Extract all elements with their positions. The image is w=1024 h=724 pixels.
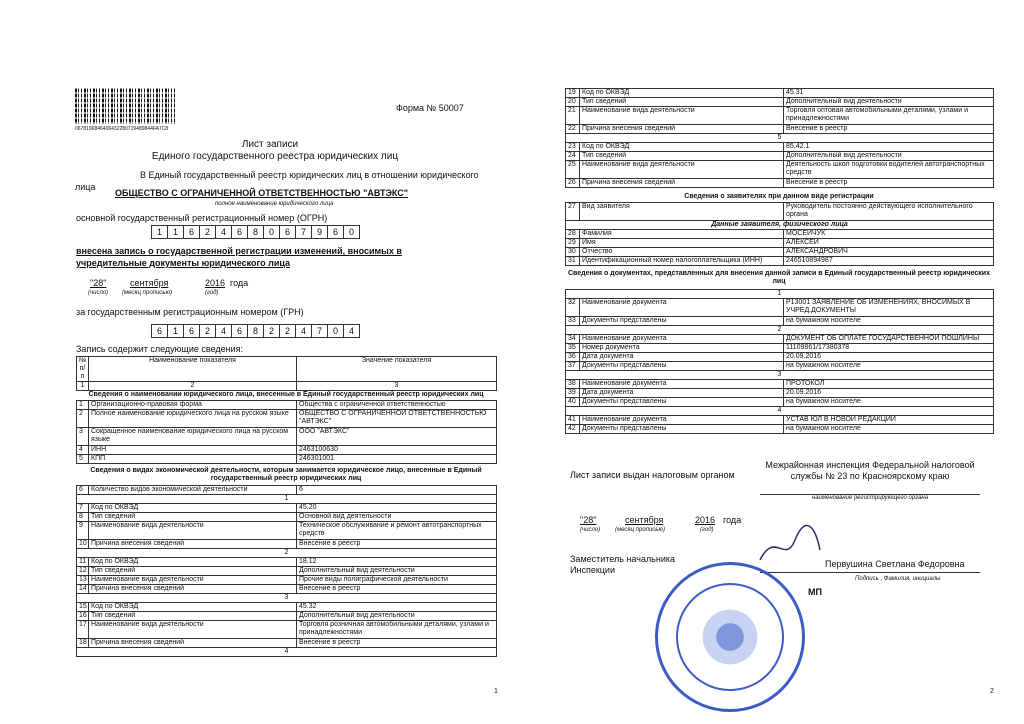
row-name: Код по ОКВЭД [580, 89, 784, 98]
group-number: 3 [566, 371, 994, 380]
row-name: Документы представлены [580, 425, 784, 434]
ogrn-digit: 6 [279, 225, 296, 239]
section-names-title: Сведения о наименовании юридического лица, внесенные в Единый государственный реестр юридических лиц [88, 391, 484, 398]
row-name: Код по ОКВЭД [89, 603, 297, 612]
table-row [566, 335, 994, 344]
row-name: Наименование вида деятельности [89, 522, 297, 540]
table-row [566, 143, 994, 152]
hdr-n: № п/п [77, 357, 89, 382]
row-n: 9 [77, 522, 89, 540]
row-n: 2 [77, 410, 89, 428]
row-n: 35 [566, 344, 580, 353]
row-value: 246301001 [297, 455, 497, 464]
row-value: на бумажном носителе [784, 317, 994, 326]
row-name: Причина внесения сведений [580, 125, 784, 134]
ogrn-digit: 4 [215, 225, 232, 239]
table-row [566, 203, 994, 221]
grn-digit: 7 [311, 324, 328, 338]
row-name: Причина внесения сведений [89, 540, 297, 549]
table-row [77, 486, 497, 495]
row-value: МОСЕЙЧУК [784, 230, 994, 239]
row-value: 45.32 [297, 603, 497, 612]
row-value: Общества с ограниченной ответственностью [297, 401, 497, 410]
row-value: 85.42.1 [784, 143, 994, 152]
table-row [77, 558, 497, 567]
row-value: ДОКУМЕНТ ОБ ОПЛАТЕ ГОСУДАРСТВЕННОЙ ПОШЛИНЫ [784, 335, 994, 344]
ogrn-digit: 1 [151, 225, 168, 239]
group-number: 1 [566, 290, 994, 299]
row-value: Основной вид деятельности [297, 513, 497, 522]
authority-caption: наименование регистрирующего органа [811, 495, 929, 501]
row-value: 11109861/17380378 [784, 344, 994, 353]
ogrn-digit: 0 [343, 225, 360, 239]
table-row [566, 239, 994, 248]
grn-digit: 2 [279, 324, 296, 338]
row-n: 5 [77, 455, 89, 464]
group-number: 2 [566, 326, 994, 335]
row-n: 24 [566, 152, 580, 161]
row-n: 25 [566, 161, 580, 179]
table-row [77, 567, 497, 576]
table-row [566, 299, 994, 317]
intro-text: В Единый государственный реестр юридических лиц в отношении юридического [140, 170, 479, 180]
grn-digit: 6 [151, 324, 168, 338]
table-row [77, 621, 497, 639]
table-row [77, 540, 497, 549]
group-number: 5 [566, 134, 994, 143]
row-n: 42 [566, 425, 580, 434]
table-row [77, 603, 497, 612]
row-n: 36 [566, 353, 580, 362]
grn-digit: 4 [343, 324, 360, 338]
row-n: 19 [566, 89, 580, 98]
row-value: Внесение в реестр [297, 585, 497, 594]
row-n: 37 [566, 362, 580, 371]
row-n: 20 [566, 98, 580, 107]
row-name: Причина внесения сведений [89, 585, 297, 594]
row-value: на бумажном носителе [784, 398, 994, 407]
row-value: Торговля розничная автомобильными деталями, узлами и принадлежностями [297, 621, 497, 639]
company-caption: полное наименование юридического лица [215, 201, 334, 207]
hdr-value: Значение показателя [297, 357, 497, 382]
table-row [77, 639, 497, 648]
row-value: 45.20 [297, 504, 497, 513]
row-n: 39 [566, 389, 580, 398]
row-n: 26 [566, 179, 580, 188]
row-name: Дата документа [580, 389, 784, 398]
row-value: 20.09.2016 [784, 389, 994, 398]
ogrn-digit: 8 [247, 225, 264, 239]
row-name: Сокращенное наименование юридического лица на русском языке [89, 428, 297, 446]
page-number-2: 2 [990, 688, 994, 695]
row-value: АЛЕКСАНДРОВИЧ [784, 248, 994, 257]
ogrn-digit: 7 [295, 225, 312, 239]
row-n: 12 [77, 567, 89, 576]
ogrn-digit: 6 [231, 225, 248, 239]
ogrn-digit: 2 [199, 225, 216, 239]
barcode-text: 0678196846406432280719489844FA7C8 [75, 126, 169, 132]
row-value: Дополнительный вид деятельности [784, 152, 994, 161]
page-number: 1 [494, 688, 498, 695]
ogrn-label: основной государственный регистрационный номер (ОГРН) [76, 213, 328, 223]
group-number: 3 [77, 594, 497, 603]
entry-title-1: внесена запись о государственной регистрации изменений, вносимых в [76, 246, 402, 256]
table-row [77, 428, 497, 446]
form-number: Форма № 50007 [396, 103, 464, 113]
grn-cells [152, 324, 360, 338]
row-name: Фамилия [580, 230, 784, 239]
row-n: 17 [77, 621, 89, 639]
table-row [566, 98, 994, 107]
row-name: Наименование вида деятельности [89, 576, 297, 585]
ogrn-digit: 6 [327, 225, 344, 239]
row-name: Наименование документа [580, 335, 784, 344]
row-n: 3 [77, 428, 89, 446]
table-row [566, 344, 994, 353]
row-n: 21 [566, 107, 580, 125]
table-row [566, 152, 994, 161]
row-name: Тип сведений [89, 513, 297, 522]
table-row [566, 425, 994, 434]
group-number: 4 [77, 648, 497, 657]
row-n: 32 [566, 299, 580, 317]
table-row [77, 576, 497, 585]
table-row [566, 257, 994, 266]
table-row [77, 401, 497, 410]
row-n: 6 [77, 486, 89, 495]
row-n: 13 [77, 576, 89, 585]
row-n: 30 [566, 248, 580, 257]
ogrn-digit: 0 [263, 225, 280, 239]
grn-label: за государственным регистрационным номером (ГРН) [76, 307, 304, 317]
grn-digit: 2 [199, 324, 216, 338]
row-name: Номер документа [580, 344, 784, 353]
grn-digit: 4 [215, 324, 232, 338]
table-row [77, 612, 497, 621]
row-n: 15 [77, 603, 89, 612]
title-line-1: Лист записи [241, 139, 299, 150]
row-value: Техническое обслуживание и ремонт автотранспортных средств [297, 522, 497, 540]
table-row [566, 398, 994, 407]
hdr-col-2: 2 [89, 382, 297, 391]
group-number: 2 [77, 549, 497, 558]
row-name: Дата документа [580, 353, 784, 362]
row-name: Вид заявителя [580, 203, 784, 221]
issue-date-year: 2016 [695, 515, 716, 525]
row-name: Наименование документа [580, 416, 784, 425]
row-value: Дополнительный вид деятельности [297, 567, 497, 576]
row-value: АЛЕКСЕЙ [784, 239, 994, 248]
table-row [566, 125, 994, 134]
date-caption-month: (месяц прописью) [122, 290, 172, 296]
row-n: 16 [77, 612, 89, 621]
issue-date-month: сентября [625, 515, 664, 525]
row-value: Р13001 ЗАЯВЛЕНИЕ ОБ ИЗМЕНЕНИЯХ, ВНОСИМЫХ В УЧРЕД.ДОКУМЕНТЫ [784, 299, 994, 317]
table-row [566, 161, 994, 179]
row-n: 11 [77, 558, 89, 567]
date-month: сентября [130, 278, 169, 288]
row-value: 45.31 [784, 89, 994, 98]
grn-digit: 0 [327, 324, 344, 338]
row-name: Имя [580, 239, 784, 248]
row-name: Отчество [580, 248, 784, 257]
names-table [76, 400, 497, 464]
signature [755, 520, 825, 570]
row-name: Причина внесения сведений [89, 639, 297, 648]
issue-date-caption-month: (месяц прописью) [615, 527, 665, 533]
hdr-col-3: 3 [297, 382, 497, 391]
row-value: Внесение в реестр [784, 125, 994, 134]
table-row [77, 410, 497, 428]
grn-digit: 1 [167, 324, 184, 338]
row-name: Документы представлены [580, 317, 784, 326]
okved-table [76, 485, 497, 657]
contains-label: Запись содержит следующие сведения: [76, 344, 243, 354]
row-value: Внесение в реестр [784, 179, 994, 188]
table-row [566, 107, 994, 125]
section-docs-title: Сведения о документах, представленных для внесения данной записи в Единый государственный реестр юридических лиц [568, 270, 990, 285]
issued-by-label: Лист записи выдан налоговым органом [570, 470, 735, 480]
table-row [77, 522, 497, 540]
barcode [75, 88, 175, 124]
signer-title-2: Инспекции [570, 565, 615, 575]
intro-text-2: лица [75, 182, 96, 192]
grn-digit: 4 [295, 324, 312, 338]
signer-caption: Подпись , Фамилия, инициалы [855, 576, 941, 582]
row-value: УСТАВ ЮЛ В НОВОЙ РЕДАКЦИИ [784, 416, 994, 425]
table-row [77, 455, 497, 464]
okved-table-cont [565, 88, 994, 188]
table-row [77, 513, 497, 522]
row-n: 22 [566, 125, 580, 134]
row-name: Тип сведений [580, 152, 784, 161]
grn-digit: 6 [183, 324, 200, 338]
row-n: 8 [77, 513, 89, 522]
table-row [566, 317, 994, 326]
row-value: Дополнительный вид деятельности [297, 612, 497, 621]
row-value: 2463100630 [297, 446, 497, 455]
row-name: Наименование вида деятельности [89, 621, 297, 639]
row-name: Наименование документа [580, 299, 784, 317]
row-n: 33 [566, 317, 580, 326]
table-row [77, 504, 497, 513]
row-n: 41 [566, 416, 580, 425]
table-row [566, 362, 994, 371]
row-n: 14 [77, 585, 89, 594]
date-caption-year: (год) [205, 290, 219, 296]
row-value: 18.12 [297, 558, 497, 567]
applicant-subtitle: Данные заявителя, физического лица [566, 221, 994, 230]
grn-digit: 2 [263, 324, 280, 338]
ogrn-digit: 1 [167, 225, 184, 239]
row-n: 28 [566, 230, 580, 239]
row-n: 7 [77, 504, 89, 513]
row-value: Деятельность школ подготовки водителей автотранспортных средств [784, 161, 994, 179]
row-name: Документы представлены [580, 398, 784, 407]
table-row [566, 179, 994, 188]
row-name: Наименование вида деятельности [580, 107, 784, 125]
row-value: 246510894987 [784, 257, 994, 266]
issue-date-day: "28" [580, 515, 597, 525]
row-value: Прочие виды полиграфической деятельности [297, 576, 497, 585]
row-value: на бумажном носителе [784, 362, 994, 371]
row-value: 20.09.2016 [784, 353, 994, 362]
table-row [566, 353, 994, 362]
row-value: Торговля оптовая автомобильными деталями, узлами и принадлежностями [784, 107, 994, 125]
hdr-col-1: 1 [77, 382, 89, 391]
issue-date-caption-day: (число) [580, 527, 601, 533]
docs-table [565, 289, 994, 434]
table-row [566, 230, 994, 239]
row-name: Тип сведений [580, 98, 784, 107]
official-seal [655, 562, 805, 712]
hdr-name: Наименование показателя [89, 357, 297, 382]
issue-date-caption-year: (год) [700, 527, 714, 533]
issue-date-suffix: года [723, 515, 742, 525]
group-number: 1 [77, 495, 497, 504]
ogrn-cells [152, 225, 360, 239]
row-name: Код по ОКВЭД [89, 558, 297, 567]
row-name: Тип сведений [89, 612, 297, 621]
row-n: 1 [77, 401, 89, 410]
table-row [566, 389, 994, 398]
row-name: Тип сведений [89, 567, 297, 576]
authority-name: Межрайонная инспекция Федеральной налоговой службы № 23 по Красноярскому краю [765, 460, 975, 481]
table-row [566, 416, 994, 425]
date-caption-day: (число) [88, 290, 109, 296]
company-name: ОБЩЕСТВО С ОГРАНИЧЕННОЙ ОТВЕТСТВЕННОСТЬЮ "АВТЭКС" [115, 188, 409, 198]
section-applicant-title: Сведения о заявителях при данном виде регистрации [684, 193, 874, 200]
row-name: КПП [89, 455, 297, 464]
signer-name: Первушина Светлана Федоровна [825, 559, 965, 569]
row-name: Количество видов экономической деятельности [89, 486, 297, 495]
row-n: 34 [566, 335, 580, 344]
row-value: ОБЩЕСТВО С ОГРАНИЧЕННОЙ ОТВЕТСТВЕННОСТЬЮ "АВТЭКС" [297, 410, 497, 428]
mp-label: МП [808, 587, 822, 597]
row-name: Причина внесения сведений [580, 179, 784, 188]
row-value: Руководитель постоянно действующего исполнительного органа [784, 203, 994, 221]
row-n: 10 [77, 540, 89, 549]
date-year-suffix: года [230, 278, 249, 288]
row-value: на бумажном носителе [784, 425, 994, 434]
row-n: 31 [566, 257, 580, 266]
row-n: 4 [77, 446, 89, 455]
table-row [566, 380, 994, 389]
ogrn-digit: 9 [311, 225, 328, 239]
date-year: 2016 [205, 278, 226, 288]
table-row [566, 248, 994, 257]
row-name: Организационно-правовая форма [89, 401, 297, 410]
row-name: ИНН [89, 446, 297, 455]
row-value: ООО "АВТЭКС" [297, 428, 497, 446]
table-row [77, 446, 497, 455]
grn-digit: 8 [247, 324, 264, 338]
date-day: "28" [90, 278, 107, 288]
row-name: Полное наименование юридического лица на русском языке [89, 410, 297, 428]
row-value: ПРОТОКОЛ [784, 380, 994, 389]
ogrn-digit: 6 [183, 225, 200, 239]
row-name: Наименование документа [580, 380, 784, 389]
row-n: 29 [566, 239, 580, 248]
applicant-table [565, 202, 994, 266]
header-table [76, 356, 497, 391]
row-n: 23 [566, 143, 580, 152]
group-number: 4 [566, 407, 994, 416]
row-name: Наименование вида деятельности [580, 161, 784, 179]
row-name: Код по ОКВЭД [89, 504, 297, 513]
row-value: Внесение в реестр [297, 540, 497, 549]
section-okved-title: Сведения о видах экономической деятельности, которым занимается юридическое лицо, внесенные в Единый государственный реестр юридических лиц [90, 467, 482, 482]
row-name: Код по ОКВЭД [580, 143, 784, 152]
row-value: 6 [297, 486, 497, 495]
row-n: 40 [566, 398, 580, 407]
row-n: 38 [566, 380, 580, 389]
entry-title-2: учредительные документы юридического лица [76, 258, 291, 268]
row-n: 27 [566, 203, 580, 221]
signer-title-1: Заместитель начальника [570, 554, 676, 564]
row-value: Внесение в реестр [297, 639, 497, 648]
table-row [77, 585, 497, 594]
row-value: Дополнительный вид деятельности [784, 98, 994, 107]
row-n: 18 [77, 639, 89, 648]
title-line-2: Единого государственного реестра юридических лиц [151, 151, 399, 162]
row-name: Документы представлены [580, 362, 784, 371]
grn-digit: 6 [231, 324, 248, 338]
seal-emblem-icon [698, 605, 762, 669]
table-row [566, 89, 994, 98]
row-name: Идентификационный номер налогоплательщика (ИНН) [580, 257, 784, 266]
